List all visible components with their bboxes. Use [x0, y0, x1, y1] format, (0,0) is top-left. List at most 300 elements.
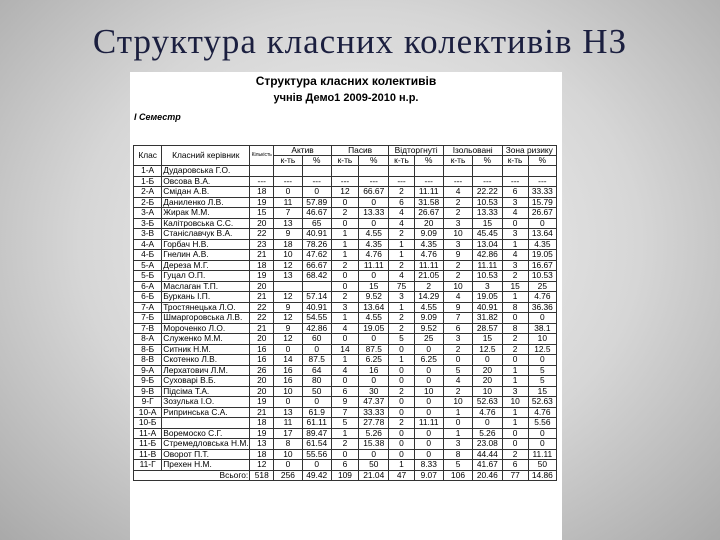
cell-passive-percent: 0: [359, 449, 389, 460]
cell-isolated-count: 0: [443, 418, 472, 429]
cell-active-percent: 40.91: [302, 302, 331, 313]
table-body: [134, 166, 557, 481]
cell-active-percent: [302, 166, 331, 177]
cell-class: 8-Б: [134, 344, 162, 355]
cell-rejected-count: 2: [389, 323, 414, 334]
cell-count: 20: [250, 218, 274, 229]
cell-risk-percent: 11.11: [528, 449, 556, 460]
cell-rejected-count: 3: [389, 292, 414, 303]
cell-active-percent: ---: [302, 176, 331, 187]
cell-active-count: 16: [274, 365, 302, 376]
cell-teacher: Шмаргоровська Л.В.: [162, 313, 250, 324]
cell-active-percent: 89.47: [302, 428, 331, 439]
cell-risk-count: 15: [502, 281, 528, 292]
cell-rejected-count: 1: [389, 250, 414, 261]
cell-isolated-count: ---: [443, 176, 472, 187]
cell-active-percent: 68.42: [302, 271, 331, 282]
cell-active-count: [274, 281, 302, 292]
cell-class: 3-А: [134, 208, 162, 219]
cell-risk-count: 1: [502, 365, 528, 376]
cell-rejected-percent: 0: [414, 376, 443, 387]
cell-active-count: 13: [274, 407, 302, 418]
cell-risk-count: 2: [502, 271, 528, 282]
cell-passive-percent: 0: [359, 218, 389, 229]
cell-passive-percent: 0: [359, 334, 389, 345]
cell-rejected-count: 2: [389, 187, 414, 198]
table-row: [134, 271, 557, 282]
cell-risk-percent: 33.33: [528, 187, 556, 198]
cell-isolated-count: 5: [443, 365, 472, 376]
cell-rejected-percent: 20: [414, 218, 443, 229]
cell-active-percent: 60: [302, 334, 331, 345]
cell-risk-percent: 4.76: [528, 407, 556, 418]
cell-active-percent: 40.91: [302, 229, 331, 240]
cell-class: 5-Б: [134, 271, 162, 282]
cell-passive-count: 5: [331, 418, 358, 429]
table-row: [134, 302, 557, 313]
cell-active-percent: 0: [302, 460, 331, 471]
cell-count: 22: [250, 302, 274, 313]
cell-passive-percent: 0: [359, 197, 389, 208]
cell-rejected-percent: 4.55: [414, 302, 443, 313]
cell-count: 19: [250, 397, 274, 408]
cell-isolated-percent: 0: [473, 418, 502, 429]
total-cell-passive-percent: 21.04: [359, 470, 389, 481]
cell-rejected-count: 4: [389, 218, 414, 229]
cell-risk-count: 3: [502, 260, 528, 271]
cell-active-count: 0: [274, 460, 302, 471]
table-row: [134, 250, 557, 261]
cell-active-count: 11: [274, 197, 302, 208]
table-row: [134, 197, 557, 208]
cell-risk-count: 1: [502, 239, 528, 250]
cell-count: 13: [250, 439, 274, 450]
cell-isolated-percent: 15: [473, 218, 502, 229]
cell-class: 2-Б: [134, 197, 162, 208]
cell-class: 6-Б: [134, 292, 162, 303]
header-group-risk: Зона ризику: [502, 146, 556, 156]
cell-active-count: 14: [274, 355, 302, 366]
cell-rejected-percent: ---: [414, 176, 443, 187]
cell-teacher: Калітровська С.С.: [162, 218, 250, 229]
cell-risk-count: 2: [502, 334, 528, 345]
cell-risk-percent: 0: [528, 355, 556, 366]
cell-rejected-percent: 10: [414, 386, 443, 397]
cell-risk-percent: 52.63: [528, 397, 556, 408]
cell-passive-count: 0: [331, 334, 358, 345]
cell-passive-count: [331, 166, 358, 177]
subheader-count: к-ть: [274, 156, 302, 166]
cell-class: 5-А: [134, 260, 162, 271]
cell-isolated-percent: 13.04: [473, 239, 502, 250]
cell-passive-percent: 19.05: [359, 323, 389, 334]
cell-rejected-count: 0: [389, 344, 414, 355]
cell-rejected-percent: 11.11: [414, 187, 443, 198]
cell-active-percent: 66.67: [302, 260, 331, 271]
cell-active-count: 0: [274, 187, 302, 198]
cell-rejected-percent: 0: [414, 365, 443, 376]
cell-teacher: Гнелин А.В.: [162, 250, 250, 261]
cell-isolated-count: 6: [443, 323, 472, 334]
cell-active-percent: 61.54: [302, 439, 331, 450]
cell-count: 18: [250, 260, 274, 271]
cell-active-count: 0: [274, 397, 302, 408]
header-group-isolated: Ізольовані: [443, 146, 502, 156]
cell-rejected-count: 4: [389, 271, 414, 282]
cell-isolated-count: 10: [443, 229, 472, 240]
cell-rejected-count: 0: [389, 428, 414, 439]
cell-passive-count: 0: [331, 218, 358, 229]
total-cell-isolated-percent: 20.46: [473, 470, 502, 481]
cell-class: 11-А: [134, 428, 162, 439]
subheader-percent: %: [528, 156, 556, 166]
cell-risk-count: 2: [502, 344, 528, 355]
table-row: [134, 376, 557, 387]
cell-active-percent: 80: [302, 376, 331, 387]
cell-rejected-percent: [414, 166, 443, 177]
cell-rejected-count: 0: [389, 407, 414, 418]
cell-risk-count: 1: [502, 376, 528, 387]
cell-isolated-count: [443, 166, 472, 177]
cell-teacher: Підсіма Т.А.: [162, 386, 250, 397]
cell-risk-percent: 19.05: [528, 250, 556, 261]
cell-passive-count: 2: [331, 260, 358, 271]
cell-count: 19: [250, 271, 274, 282]
cell-isolated-percent: 5.26: [473, 428, 502, 439]
cell-teacher: Жирак М.М.: [162, 208, 250, 219]
total-cell-isolated-count: 106: [443, 470, 472, 481]
cell-active-percent: 78.26: [302, 239, 331, 250]
cell-risk-percent: 0: [528, 428, 556, 439]
cell-teacher: Дереза М.Г.: [162, 260, 250, 271]
total-cell-passive-count: 109: [331, 470, 358, 481]
total-cell-rejected-percent: 9.07: [414, 470, 443, 481]
cell-passive-percent: 0: [359, 271, 389, 282]
cell-passive-count: 0: [331, 281, 358, 292]
header-class: Клас: [134, 146, 162, 166]
cell-active-percent: 50: [302, 386, 331, 397]
document-sheet: [130, 72, 562, 540]
cell-passive-count: 1: [331, 250, 358, 261]
cell-class: 8-А: [134, 334, 162, 345]
cell-count: 26: [250, 365, 274, 376]
cell-risk-count: [502, 166, 528, 177]
cell-risk-percent: 12.5: [528, 344, 556, 355]
document-title: Структура класних колективів: [255, 74, 437, 88]
cell-isolated-count: 7: [443, 313, 472, 324]
cell-isolated-count: 2: [443, 208, 472, 219]
cell-isolated-percent: 52.63: [473, 397, 502, 408]
cell-risk-count: 1: [502, 407, 528, 418]
total-cell-active-percent: 49.42: [302, 470, 331, 481]
cell-passive-count: 6: [331, 386, 358, 397]
cell-rejected-percent: 2: [414, 281, 443, 292]
cell-isolated-percent: 13.33: [473, 208, 502, 219]
cell-count: 20: [250, 334, 274, 345]
cell-isolated-count: 3: [443, 239, 472, 250]
cell-passive-percent: 33.33: [359, 407, 389, 418]
cell-passive-count: 1: [331, 428, 358, 439]
table-row: [134, 313, 557, 324]
cell-risk-count: 3: [502, 197, 528, 208]
cell-active-percent: 57.14: [302, 292, 331, 303]
cell-isolated-percent: 10.53: [473, 271, 502, 282]
table-row: [134, 397, 557, 408]
cell-isolated-count: 2: [443, 344, 472, 355]
cell-teacher: Прехен Н.М.: [162, 460, 250, 471]
cell-risk-percent: 13.64: [528, 229, 556, 240]
cell-class: 7-А: [134, 302, 162, 313]
cell-teacher: Оворот П.Т.: [162, 449, 250, 460]
cell-passive-count: 2: [331, 292, 358, 303]
cell-active-count: 10: [274, 386, 302, 397]
cell-risk-percent: 0: [528, 439, 556, 450]
cell-passive-percent: 15.38: [359, 439, 389, 450]
cell-class: 11-В: [134, 449, 162, 460]
cell-passive-count: 1: [331, 229, 358, 240]
cell-isolated-percent: 19.05: [473, 292, 502, 303]
cell-active-count: 12: [274, 292, 302, 303]
cell-active-count: 8: [274, 439, 302, 450]
document-subtitle: учнів Демо1 2009-2010 н.р.: [273, 92, 419, 104]
total-cell-risk-percent: 14.86: [528, 470, 556, 481]
cell-rejected-percent: 4.76: [414, 250, 443, 261]
cell-risk-count: 8: [502, 302, 528, 313]
table-row: [134, 365, 557, 376]
cell-passive-percent: 0: [359, 376, 389, 387]
cell-risk-percent: 10.53: [528, 271, 556, 282]
cell-active-percent: 46.67: [302, 208, 331, 219]
table-row: [134, 208, 557, 219]
cell-isolated-count: 3: [443, 218, 472, 229]
cell-active-percent: 0: [302, 344, 331, 355]
cell-isolated-count: 9: [443, 250, 472, 261]
cell-isolated-percent: 20: [473, 376, 502, 387]
cell-active-count: 13: [274, 218, 302, 229]
cell-isolated-count: 10: [443, 397, 472, 408]
cell-rejected-percent: 26.67: [414, 208, 443, 219]
class-structure-table: [133, 145, 557, 481]
cell-class: 3-В: [134, 229, 162, 240]
cell-risk-percent: 25: [528, 281, 556, 292]
cell-rejected-count: 1: [389, 460, 414, 471]
cell-risk-count: ---: [502, 176, 528, 187]
cell-rejected-count: 75: [389, 281, 414, 292]
cell-count: 22: [250, 229, 274, 240]
cell-isolated-percent: 12.5: [473, 344, 502, 355]
cell-rejected-count: 0: [389, 449, 414, 460]
semester-label: І Семестр: [134, 112, 181, 122]
cell-isolated-percent: 15: [473, 334, 502, 345]
cell-teacher: Зозулька І.О.: [162, 397, 250, 408]
cell-count: 21: [250, 250, 274, 261]
cell-active-count: 12: [274, 260, 302, 271]
cell-isolated-percent: 44.44: [473, 449, 502, 460]
cell-count: 21: [250, 407, 274, 418]
cell-active-count: [274, 166, 302, 177]
cell-active-count: ---: [274, 176, 302, 187]
cell-teacher: Стремедловська Н.М.: [163, 438, 249, 449]
cell-rejected-percent: 25: [414, 334, 443, 345]
cell-rejected-percent: 0: [414, 407, 443, 418]
cell-teacher: Рипринська С.А.: [162, 407, 250, 418]
cell-active-count: 0: [274, 344, 302, 355]
total-cell-rejected-count: 47: [389, 470, 414, 481]
cell-rejected-count: 1: [389, 239, 414, 250]
cell-passive-percent: 66.67: [359, 187, 389, 198]
cell-rejected-count: ---: [389, 176, 414, 187]
table-row: [134, 355, 557, 366]
cell-count: 20: [250, 281, 274, 292]
cell-active-percent: 0: [302, 187, 331, 198]
cell-rejected-percent: 0: [414, 397, 443, 408]
cell-risk-percent: 16.67: [528, 260, 556, 271]
cell-risk-count: 1: [502, 418, 528, 429]
cell-isolated-count: 4: [443, 376, 472, 387]
cell-isolated-count: 1: [443, 428, 472, 439]
cell-active-count: 7: [274, 208, 302, 219]
cell-passive-count: 1: [331, 239, 358, 250]
table-row: [134, 418, 557, 429]
table-row: [134, 260, 557, 271]
cell-rejected-count: 2: [389, 386, 414, 397]
table-row: [134, 229, 557, 240]
cell-rejected-percent: 0: [414, 449, 443, 460]
cell-passive-percent: 4.55: [359, 229, 389, 240]
cell-rejected-count: [389, 166, 414, 177]
cell-passive-count: 1: [331, 313, 358, 324]
cell-active-count: 9: [274, 229, 302, 240]
table-header: [134, 146, 557, 166]
cell-count: 23: [250, 239, 274, 250]
cell-rejected-count: 0: [389, 397, 414, 408]
cell-passive-percent: 50: [359, 460, 389, 471]
cell-passive-count: 7: [331, 407, 358, 418]
cell-isolated-percent: 10: [473, 386, 502, 397]
cell-count: 18: [250, 187, 274, 198]
cell-passive-percent: 15: [359, 281, 389, 292]
cell-active-count: 12: [274, 313, 302, 324]
cell-risk-count: 0: [502, 428, 528, 439]
cell-class: 6-А: [134, 281, 162, 292]
table-row: [134, 449, 557, 460]
cell-isolated-percent: 20: [473, 365, 502, 376]
cell-passive-count: 0: [331, 449, 358, 460]
table-row: [134, 166, 557, 177]
cell-active-count: 13: [274, 271, 302, 282]
table-row: [134, 428, 557, 439]
cell-passive-percent: 9.52: [359, 292, 389, 303]
cell-passive-count: 9: [331, 397, 358, 408]
cell-teacher: Лерхатович Л.М.: [162, 365, 250, 376]
cell-active-percent: 0: [302, 397, 331, 408]
cell-active-count: 11: [274, 418, 302, 429]
cell-class: 8-В: [134, 355, 162, 366]
table-row: [134, 460, 557, 471]
cell-risk-count: 3: [502, 229, 528, 240]
cell-teacher: Тростянецька Л.О.: [162, 302, 250, 313]
cell-risk-count: 6: [502, 187, 528, 198]
cell-passive-count: 4: [331, 365, 358, 376]
cell-class: 3-Б: [134, 218, 162, 229]
header-teacher: Класний керівник: [162, 146, 250, 166]
cell-passive-percent: 13.33: [359, 208, 389, 219]
cell-risk-percent: 15.79: [528, 197, 556, 208]
cell-teacher: Горбач Н.В.: [162, 239, 250, 250]
cell-isolated-percent: 22.22: [473, 187, 502, 198]
cell-active-count: 12: [274, 334, 302, 345]
cell-risk-count: 0: [502, 218, 528, 229]
table-row: [134, 281, 557, 292]
cell-isolated-count: 3: [443, 439, 472, 450]
cell-rejected-percent: 11.11: [414, 418, 443, 429]
cell-class: 10-Б: [134, 418, 162, 429]
header-count: Кількість: [250, 146, 274, 166]
cell-passive-count: ---: [331, 176, 358, 187]
cell-passive-percent: 4.76: [359, 250, 389, 261]
cell-risk-count: 4: [502, 208, 528, 219]
cell-rejected-percent: 21.05: [414, 271, 443, 282]
cell-isolated-percent: 41.67: [473, 460, 502, 471]
cell-rejected-count: 1: [389, 355, 414, 366]
cell-isolated-percent: ---: [473, 176, 502, 187]
cell-count: 21: [250, 292, 274, 303]
total-label: Всього:: [134, 470, 250, 481]
cell-isolated-percent: 31.82: [473, 313, 502, 324]
cell-rejected-count: 2: [389, 260, 414, 271]
cell-count: 20: [250, 376, 274, 387]
cell-risk-percent: 4.35: [528, 239, 556, 250]
cell-teacher: Овсова В.А.: [162, 176, 250, 187]
cell-class: 9-Г: [134, 397, 162, 408]
subheader-count: к-ть: [331, 156, 358, 166]
cell-risk-percent: 38.1: [528, 323, 556, 334]
cell-passive-count: 2: [331, 208, 358, 219]
cell-isolated-count: 4: [443, 187, 472, 198]
cell-rejected-count: 1: [389, 302, 414, 313]
cell-risk-percent: ---: [528, 176, 556, 187]
cell-risk-count: 8: [502, 323, 528, 334]
cell-rejected-percent: 11.11: [414, 260, 443, 271]
cell-teacher: Воремоско С.Г.: [162, 428, 250, 439]
cell-teacher: Суховарі В.Б.: [162, 376, 250, 387]
cell-passive-percent: 13.64: [359, 302, 389, 313]
cell-passive-count: 0: [331, 376, 358, 387]
cell-isolated-count: 9: [443, 302, 472, 313]
total-cell-risk-count: 77: [502, 470, 528, 481]
cell-risk-count: 4: [502, 250, 528, 261]
cell-passive-percent: ---: [359, 176, 389, 187]
cell-risk-percent: 26.67: [528, 208, 556, 219]
cell-passive-count: 2: [331, 439, 358, 450]
table-row: [134, 386, 557, 397]
cell-rejected-percent: 0: [414, 439, 443, 450]
table-row: [134, 334, 557, 345]
cell-passive-percent: 11.11: [359, 260, 389, 271]
cell-class: 7-Б: [134, 313, 162, 324]
cell-isolated-percent: 4.76: [473, 407, 502, 418]
cell-risk-percent: 5.56: [528, 418, 556, 429]
cell-isolated-percent: 45.45: [473, 229, 502, 240]
cell-rejected-percent: 14.29: [414, 292, 443, 303]
cell-isolated-count: 2: [443, 260, 472, 271]
cell-count: 21: [250, 323, 274, 334]
cell-isolated-count: 0: [443, 355, 472, 366]
cell-rejected-count: 6: [389, 197, 414, 208]
table-row: [134, 292, 557, 303]
table-row: [134, 323, 557, 334]
header-group-rejected: Відторгнуті: [389, 146, 443, 156]
